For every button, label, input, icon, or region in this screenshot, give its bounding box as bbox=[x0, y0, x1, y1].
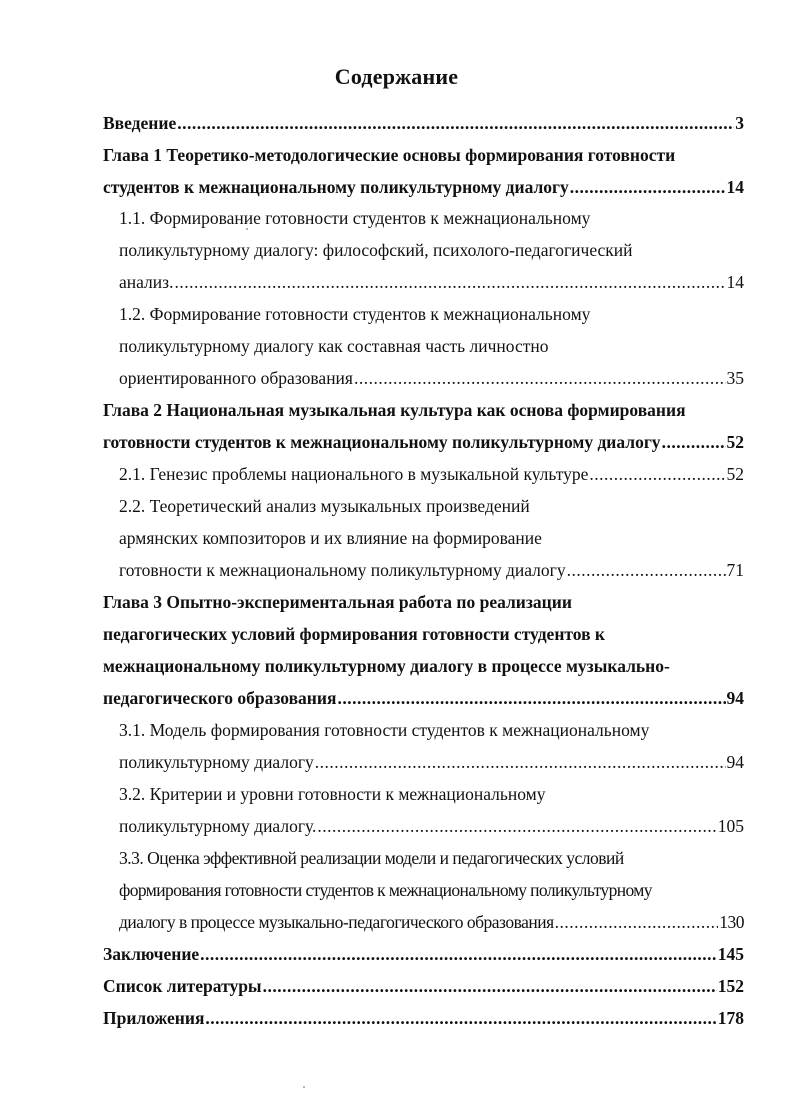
toc-entry-ch3-line3[interactable] bbox=[103, 654, 670, 678]
toc-entry-s31-line2[interactable] bbox=[119, 750, 744, 774]
leader-dots bbox=[567, 558, 726, 582]
toc-entry-s22-line3[interactable] bbox=[119, 558, 744, 582]
toc-entry-title: Введение bbox=[103, 113, 177, 133]
toc-entry-ch3-line4[interactable] bbox=[103, 686, 744, 710]
toc-page-number: 3 bbox=[735, 113, 744, 133]
leader-dots bbox=[177, 111, 734, 135]
scan-speck bbox=[246, 228, 248, 230]
toc-entry-ch1-line2[interactable] bbox=[103, 175, 744, 199]
leader-dots bbox=[174, 270, 725, 294]
toc-entry-title: студентов к межнациональному поликультурному диалогу bbox=[103, 177, 569, 197]
toc-page-number: 71 bbox=[726, 560, 744, 580]
toc-entry-s33-line3[interactable] bbox=[119, 910, 744, 934]
toc-page-number: 145 bbox=[717, 944, 744, 964]
toc-entry-title: Заключение bbox=[103, 944, 200, 964]
leader-dots bbox=[200, 942, 717, 966]
toc-entry-title: ориентированного образования bbox=[119, 368, 353, 388]
toc-entry-literature[interactable] bbox=[103, 974, 744, 998]
toc-page-number: 130 bbox=[719, 912, 744, 932]
toc-entry-title: 1.1. Формирование готовности студентов к межнациональному bbox=[119, 208, 591, 228]
toc-entry-title: формирования готовности студентов к межнациональному поликультурному bbox=[119, 880, 652, 900]
toc-page-number: 94 bbox=[726, 752, 744, 772]
toc-entry-title: диалогу в процессе музыкально-педагогического образования bbox=[119, 912, 554, 932]
toc-entry-title: Глава 2 Национальная музыкальная культура как основа формирования bbox=[103, 400, 686, 420]
toc-entry-title: 3.1. Модель формирования готовности студентов к межнациональному bbox=[119, 720, 650, 740]
toc-entry-ch3-line1[interactable] bbox=[103, 590, 572, 614]
toc-entry-title: Приложения bbox=[103, 1008, 205, 1028]
toc-page-number: 14 bbox=[726, 272, 744, 292]
toc-entry-ch2-line2[interactable] bbox=[103, 430, 744, 454]
leader-dots bbox=[315, 750, 726, 774]
toc-entry-title: поликультурному диалогу bbox=[119, 752, 314, 772]
toc-entry-title: 2.1. Генезис проблемы национального в музыкальной культуре bbox=[119, 464, 589, 484]
leader-dots bbox=[263, 974, 717, 998]
toc-entry-s11-line1[interactable] bbox=[119, 206, 590, 230]
page-title: Содержание bbox=[334, 64, 459, 89]
toc-entry-title: готовности к межнациональному поликультурному диалогу bbox=[119, 560, 566, 580]
toc-entry-s22-line2[interactable] bbox=[119, 526, 542, 550]
toc-page-number: 52 bbox=[726, 464, 744, 484]
toc-entry-ch3-line2[interactable] bbox=[103, 622, 605, 646]
toc-entry-title: 1.2. Формирование готовности студентов к межнациональному bbox=[119, 304, 591, 324]
toc-entry-title: 2.2. Теоретический анализ музыкальных произведений bbox=[119, 496, 530, 516]
toc-entry-title: анализ. bbox=[119, 272, 174, 292]
toc-entry-s11-line3[interactable] bbox=[119, 270, 744, 294]
toc-entry-s21[interactable] bbox=[119, 462, 744, 486]
toc-entry-s33-line1[interactable] bbox=[119, 846, 624, 870]
leader-dots bbox=[555, 910, 719, 934]
toc-entry-title: педагогического образования bbox=[103, 688, 337, 708]
leader-dots bbox=[570, 175, 726, 199]
toc-page-number: 14 bbox=[726, 177, 744, 197]
toc-entry-s31-line1[interactable] bbox=[119, 718, 649, 742]
scan-speck bbox=[303, 1086, 305, 1088]
toc-entry-title: 3.2. Критерии и уровни готовности к межнациональному bbox=[119, 784, 546, 804]
toc-entry-s11-line2[interactable] bbox=[119, 238, 633, 262]
toc-page-number: 52 bbox=[726, 432, 744, 452]
toc-entry-title: армянских композиторов и их влияние на формирование bbox=[119, 528, 542, 548]
toc-entry-title: поликультурному диалогу. bbox=[119, 816, 317, 836]
toc-page-number: 105 bbox=[717, 816, 744, 836]
toc-entry-title: готовности студентов к межнациональному поликультурному диалогу bbox=[103, 432, 661, 452]
leader-dots bbox=[662, 430, 726, 454]
leader-dots bbox=[337, 686, 725, 710]
toc-entry-s12-line1[interactable] bbox=[119, 302, 590, 326]
toc-entry-title: поликультурному диалогу как составная часть личностно bbox=[119, 336, 549, 356]
toc-entry-intro[interactable] bbox=[103, 111, 744, 135]
toc-entry-title: Глава 3 Опытно-экспериментальная работа по реализации bbox=[103, 592, 572, 612]
leader-dots bbox=[589, 462, 725, 486]
toc-entry-s22-line1[interactable] bbox=[119, 494, 530, 518]
toc-entry-ch1-line1[interactable] bbox=[103, 143, 675, 167]
toc-page-number: 35 bbox=[726, 368, 744, 388]
toc-page-number: 94 bbox=[726, 688, 744, 708]
toc-page-number: 178 bbox=[717, 1008, 744, 1028]
toc-entry-s12-line2[interactable] bbox=[119, 334, 549, 358]
toc-entry-ch2-line1[interactable] bbox=[103, 398, 686, 422]
toc-entry-title: 3.3. Оценка эффективной реализации модели и педагогических условий bbox=[119, 848, 624, 868]
toc-page-number: 152 bbox=[717, 976, 744, 996]
toc-entry-s33-line2[interactable] bbox=[119, 878, 652, 902]
leader-dots bbox=[317, 814, 716, 838]
toc-entry-title: Глава 1 Теоретико-методологические основы формирования готовности bbox=[103, 145, 676, 165]
toc-entry-title: межнациональному поликультурному диалогу в процессе музыкально- bbox=[103, 656, 670, 676]
toc-entry-s32-line2[interactable] bbox=[119, 814, 744, 838]
toc-entry-conclusion[interactable] bbox=[103, 942, 744, 966]
toc-entry-title: педагогических условий формирования готовности студентов к bbox=[103, 624, 605, 644]
toc-entry-title: поликультурному диалогу: философский, психолого-педагогический bbox=[119, 240, 633, 260]
toc-entry-title: Список литературы bbox=[103, 976, 262, 996]
leader-dots bbox=[354, 366, 726, 390]
toc-entry-s12-line3[interactable] bbox=[119, 366, 744, 390]
leader-dots bbox=[205, 1006, 716, 1030]
toc-entry-s32-line1[interactable] bbox=[119, 782, 545, 806]
toc-entry-appendices[interactable] bbox=[103, 1006, 744, 1030]
